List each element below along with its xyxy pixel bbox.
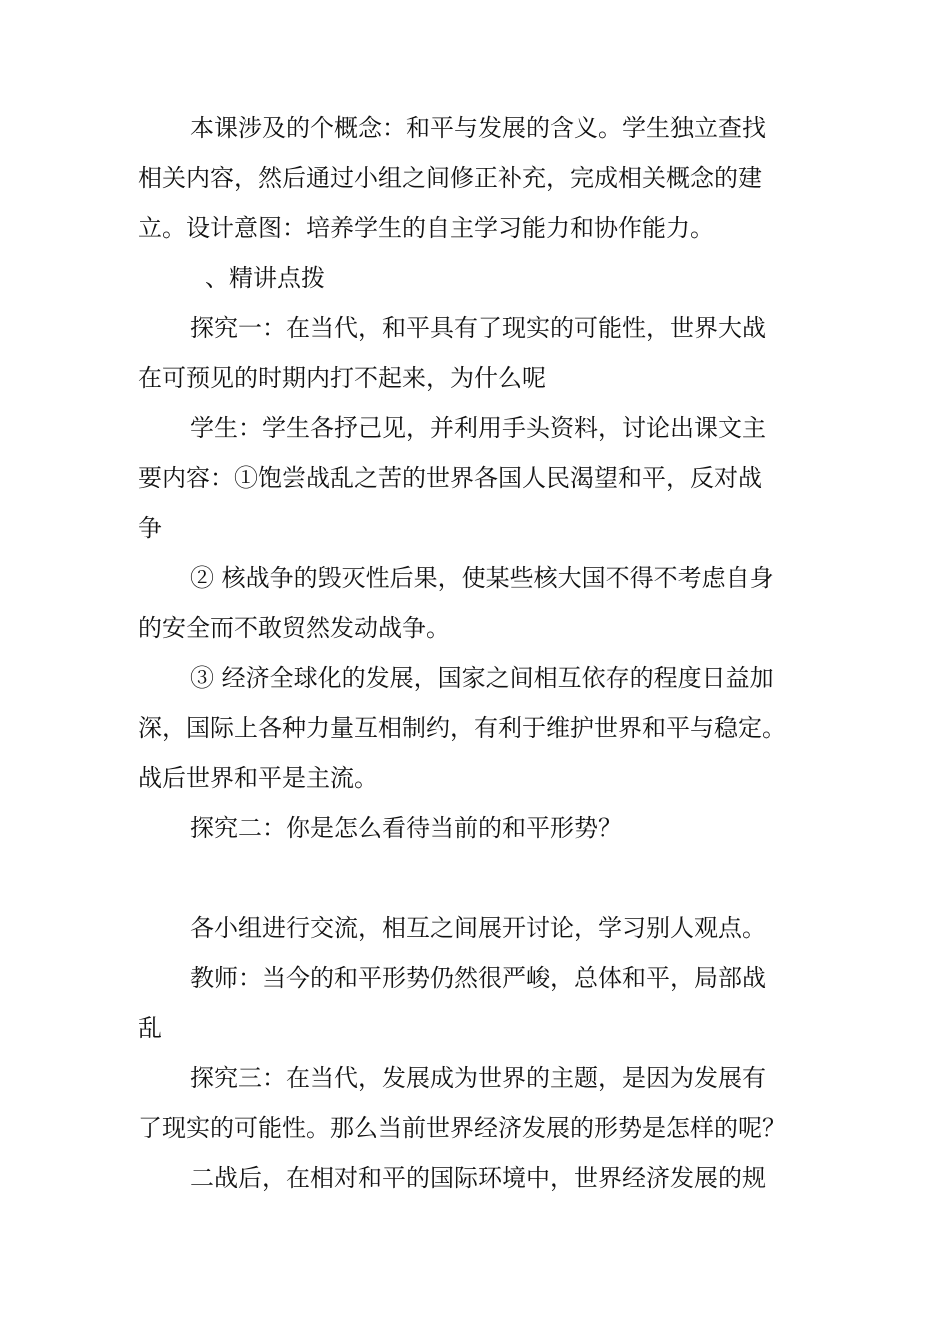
text-line: 探究一：在当代，和平具有了现实的可能性，世界大战 (190, 314, 766, 342)
section-heading: 、精讲点拨 (205, 264, 325, 292)
text-line: 了现实的可能性。那么当前世界经济发展的形势是怎样的呢？ (138, 1114, 786, 1142)
text-line: 相关内容，然后通过小组之间修正补充，完成相关概念的建 (138, 164, 762, 192)
text-line: ③ 经济全球化的发展，国家之间相互依存的程度日益加 (190, 664, 774, 692)
text-line: 各小组进行交流，相互之间展开讨论，学习别人观点。 (190, 914, 766, 942)
text-line: 战后世界和平是主流。 (138, 764, 378, 792)
text-line: 探究三：在当代，发展成为世界的主题，是因为发展有 (190, 1064, 766, 1092)
text-line: 学生：学生各抒己见，并利用手头资料，讨论出课文主 (190, 414, 766, 442)
text-line: 探究二：你是怎么看待当前的和平形势？ (190, 814, 622, 842)
text-line: 立。设计意图：培养学生的自主学习能力和协作能力。 (138, 214, 714, 242)
text-line: 在可预见的时期内打不起来，为什么呢 (138, 364, 546, 392)
text-line: 争 (138, 514, 162, 542)
text-line: 要内容：①饱尝战乱之苦的世界各国人民渴望和平，反对战 (138, 464, 762, 492)
text-line: 教师：当今的和平形势仍然很严峻，总体和平，局部战 (190, 964, 766, 992)
text-line: 二战后，在相对和平的国际环境中，世界经济发展的规 (190, 1164, 766, 1192)
text-line: 乱 (138, 1014, 162, 1042)
text-line: 本课涉及的个概念：和平与发展的含义。学生独立查找 (190, 114, 766, 142)
text-line: 深，国际上各种力量互相制约，有利于维护世界和平与稳定。 (138, 714, 786, 742)
text-line: 的安全而不敢贸然发动战争。 (138, 614, 450, 642)
text-line: ② 核战争的毁灭性后果，使某些核大国不得不考虑自身 (190, 564, 774, 592)
